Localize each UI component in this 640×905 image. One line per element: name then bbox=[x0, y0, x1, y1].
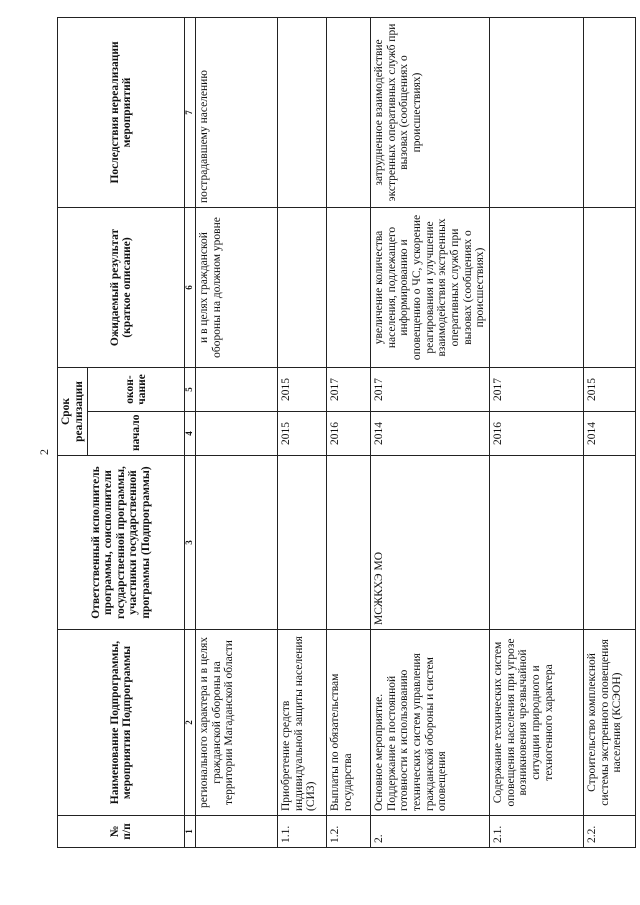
column-number: 3 bbox=[185, 456, 196, 630]
table-row bbox=[489, 17, 583, 847]
row-start: 2016 bbox=[489, 412, 583, 456]
row-no bbox=[196, 816, 278, 848]
row-consequences bbox=[583, 17, 635, 207]
row-name: Приобретение средств индивидуальной защиты населения (СИЗ) bbox=[278, 630, 327, 816]
header-consequences: Последствия нереализации мероприятий bbox=[58, 17, 185, 207]
row-executor bbox=[278, 456, 327, 630]
column-number: 5 bbox=[185, 367, 196, 411]
header-period: Срок реализации bbox=[58, 367, 88, 455]
row-start: 2015 bbox=[278, 412, 327, 456]
row-name: Содержание технических систем оповещения населения при угрозе возникновения чрезвычайной ситуации природного и техногенного характера bbox=[489, 630, 583, 816]
header-executor: Ответственный исполнитель программы, соисполнители государственной программы, участники государственной программы (Подпрограммы) bbox=[58, 456, 185, 630]
row-start: 2014 bbox=[371, 412, 490, 456]
row-end bbox=[196, 367, 278, 411]
program-table bbox=[57, 17, 636, 848]
row-result bbox=[489, 207, 583, 367]
row-name: Выплаты по обязательствам государства bbox=[327, 630, 371, 816]
page-number: 2 bbox=[37, 449, 51, 455]
table-row bbox=[196, 17, 278, 847]
rotated-table-container bbox=[57, 18, 624, 848]
row-result: увеличение количества населения, подлежащего информированию и оповещению о ЧС, ускорение реагирования и улучшение взаимодействия экстренных оперативных служб при вызовах (сообщениях о происшествиях) bbox=[371, 207, 490, 367]
table-row bbox=[583, 17, 635, 847]
column-number: 6 bbox=[185, 207, 196, 367]
row-consequences bbox=[327, 17, 371, 207]
header-end: окон-чание bbox=[88, 367, 185, 411]
row-result bbox=[327, 207, 371, 367]
table-row bbox=[327, 17, 371, 847]
row-end: 2015 bbox=[583, 367, 635, 411]
column-number: 7 bbox=[185, 17, 196, 207]
row-no: 1.1. bbox=[278, 816, 327, 848]
row-end: 2017 bbox=[371, 367, 490, 411]
row-executor: МСЖКХЭ МО bbox=[371, 456, 490, 630]
row-result bbox=[278, 207, 327, 367]
row-executor bbox=[583, 456, 635, 630]
row-end: 2017 bbox=[489, 367, 583, 411]
row-consequences bbox=[489, 17, 583, 207]
row-name: регионального характера и в целях гражданской обороны на территории Магаданской области bbox=[196, 630, 278, 816]
column-number: 4 bbox=[185, 412, 196, 456]
row-start bbox=[196, 412, 278, 456]
column-number: 2 bbox=[185, 630, 196, 816]
row-consequences: пострадавшему населению bbox=[196, 17, 278, 207]
row-result bbox=[583, 207, 635, 367]
row-no: 1.2. bbox=[327, 816, 371, 848]
row-start: 2016 bbox=[327, 412, 371, 456]
table-row bbox=[371, 17, 490, 847]
row-executor bbox=[489, 456, 583, 630]
column-number: 1 bbox=[185, 816, 196, 848]
row-name: Основное мероприятие. Поддержание в постоянной готовности к использованию технических систем управления гражданской обороны и систем оповещения bbox=[371, 630, 490, 816]
row-executor bbox=[327, 456, 371, 630]
row-end: 2015 bbox=[278, 367, 327, 411]
row-end: 2017 bbox=[327, 367, 371, 411]
header-name: Наименование Подпрограммы, мероприятия Подпрограммы bbox=[58, 630, 185, 816]
table-row bbox=[278, 17, 327, 847]
row-name: Строительство комплексной системы экстренного оповещения населения (КСЭОН) bbox=[583, 630, 635, 816]
row-result: и в целях гражданской обороны на должном уровне bbox=[196, 207, 278, 367]
header-result: Ожидаемый результат (краткое описание) bbox=[58, 207, 185, 367]
row-no: 2.1. bbox=[489, 816, 583, 848]
row-no: 2. bbox=[371, 816, 490, 848]
header-no: № п/п bbox=[58, 816, 185, 848]
row-start: 2014 bbox=[583, 412, 635, 456]
row-executor bbox=[196, 456, 278, 630]
row-consequences bbox=[278, 17, 327, 207]
row-consequences: затрудненное взаимодействие экстренных оперативных служб при вызовах (сообщениях о происшествиях) bbox=[371, 17, 490, 207]
row-no: 2.2. bbox=[583, 816, 635, 848]
header-start: начало bbox=[88, 412, 185, 456]
